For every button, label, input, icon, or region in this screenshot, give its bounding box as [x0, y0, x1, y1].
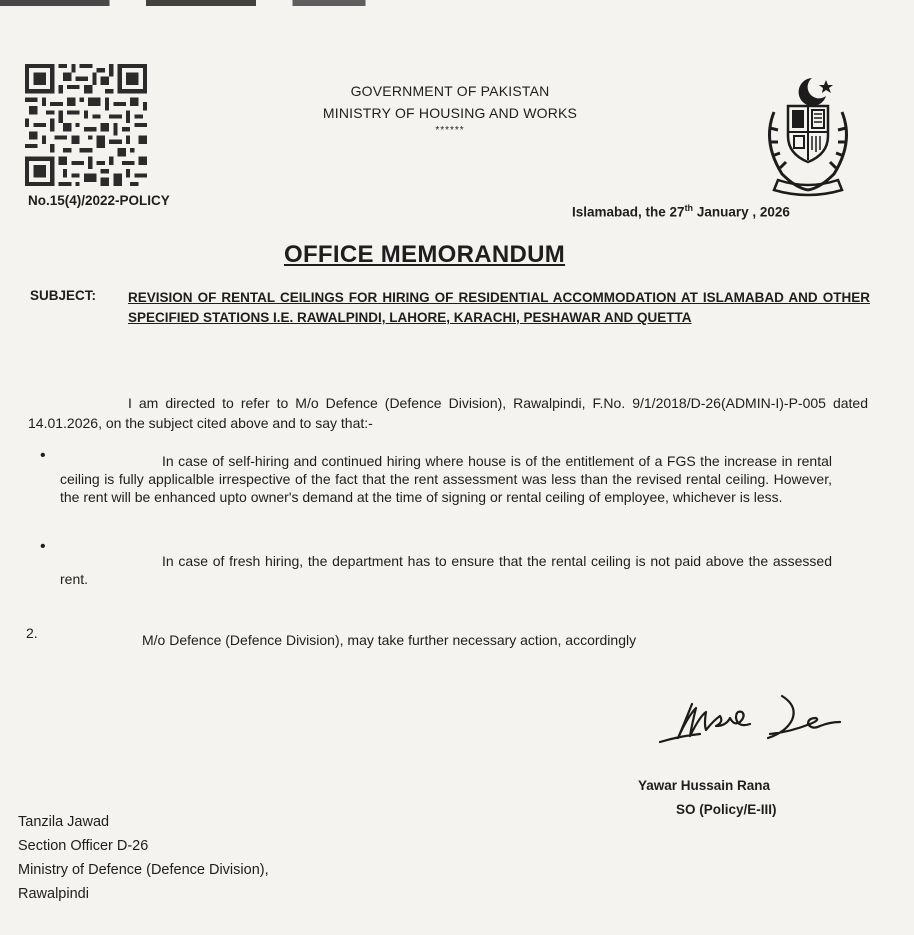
addressee-title: Section Officer D-26 — [18, 838, 149, 854]
date-line — [572, 203, 790, 220]
paragraph-1-text: I am directed to refer to M/o Defence (Defence Division), Rawalpindi, F.No. 9/1/2018/D-26(ADMIN-I)-P-005 dated 14.01.2026, on the subject cited above and to say that:- — [28, 395, 868, 431]
paragraph-2-text: M/o Defence (Defence Division), may take further necessary action, accordingly — [142, 632, 637, 648]
addressee-block — [18, 810, 269, 906]
file-number: No.15(4)/2022-POLICY — [28, 193, 170, 208]
bullet-item-1-text: In case of self-hiring and continued hiring where house is of the entitlement of a FGS the increase in rental ceiling is fully applicalble irrespective of the fact that the rent assessment was less than the revised rental ceiling. However, the rent will be enhanced upto owner's demand at the time of signing or rental ceiling of employee, whichever is less. — [60, 453, 832, 505]
signatory-name: Yawar Hussain Rana — [638, 778, 771, 793]
bullet-item-1 — [60, 452, 832, 506]
paragraph-2-number: 2. — [26, 625, 38, 641]
state-emblem-icon — [752, 72, 864, 200]
memo-title: OFFICE MEMORANDUM — [284, 241, 566, 268]
addressee-city: Rawalpindi — [18, 886, 89, 902]
subject-text: REVISION OF RENTAL CEILINGS FOR HIRING OF RESIDENTIAL ACCOMMODATION AT ISLAMABAD AND OTHER SPECIFIED STATIONS I.E. RAWALPINDI, LAHORE, KARACHI, PESHAWAR AND QUETTA — [128, 290, 870, 325]
paragraph-1 — [28, 393, 868, 433]
bullet-dot: • — [40, 538, 46, 555]
date-suffix: th — [684, 203, 694, 213]
qr-code-icon — [25, 64, 147, 186]
letterhead-stars: ****** — [435, 125, 465, 136]
bullet-item-2-text: In case of fresh hiring, the department has to ensure that the rental ceiling is not paid above the assessed rent. — [60, 553, 832, 587]
letterhead — [290, 80, 610, 138]
date-prefix: Islamabad, the 27 — [572, 204, 685, 220]
addressee-name: Tanzila Jawad — [18, 814, 110, 830]
subject-label: SUBJECT: — [30, 288, 97, 303]
scan-top-edge — [0, 0, 914, 6]
signature-mark — [652, 684, 852, 748]
bullet-item-2 — [60, 552, 832, 588]
addressee-ministry: Ministry of Defence (Defence Division), — [18, 862, 269, 878]
signatory-designation: SO (Policy/E-III) — [676, 802, 777, 817]
bullet-dot: • — [40, 447, 46, 464]
date-rest: January , 2026 — [693, 204, 790, 220]
letterhead-government: GOVERNMENT OF PAKISTAN — [350, 83, 550, 99]
letterhead-ministry: MINISTRY OF HOUSING AND WORKS — [322, 105, 578, 121]
